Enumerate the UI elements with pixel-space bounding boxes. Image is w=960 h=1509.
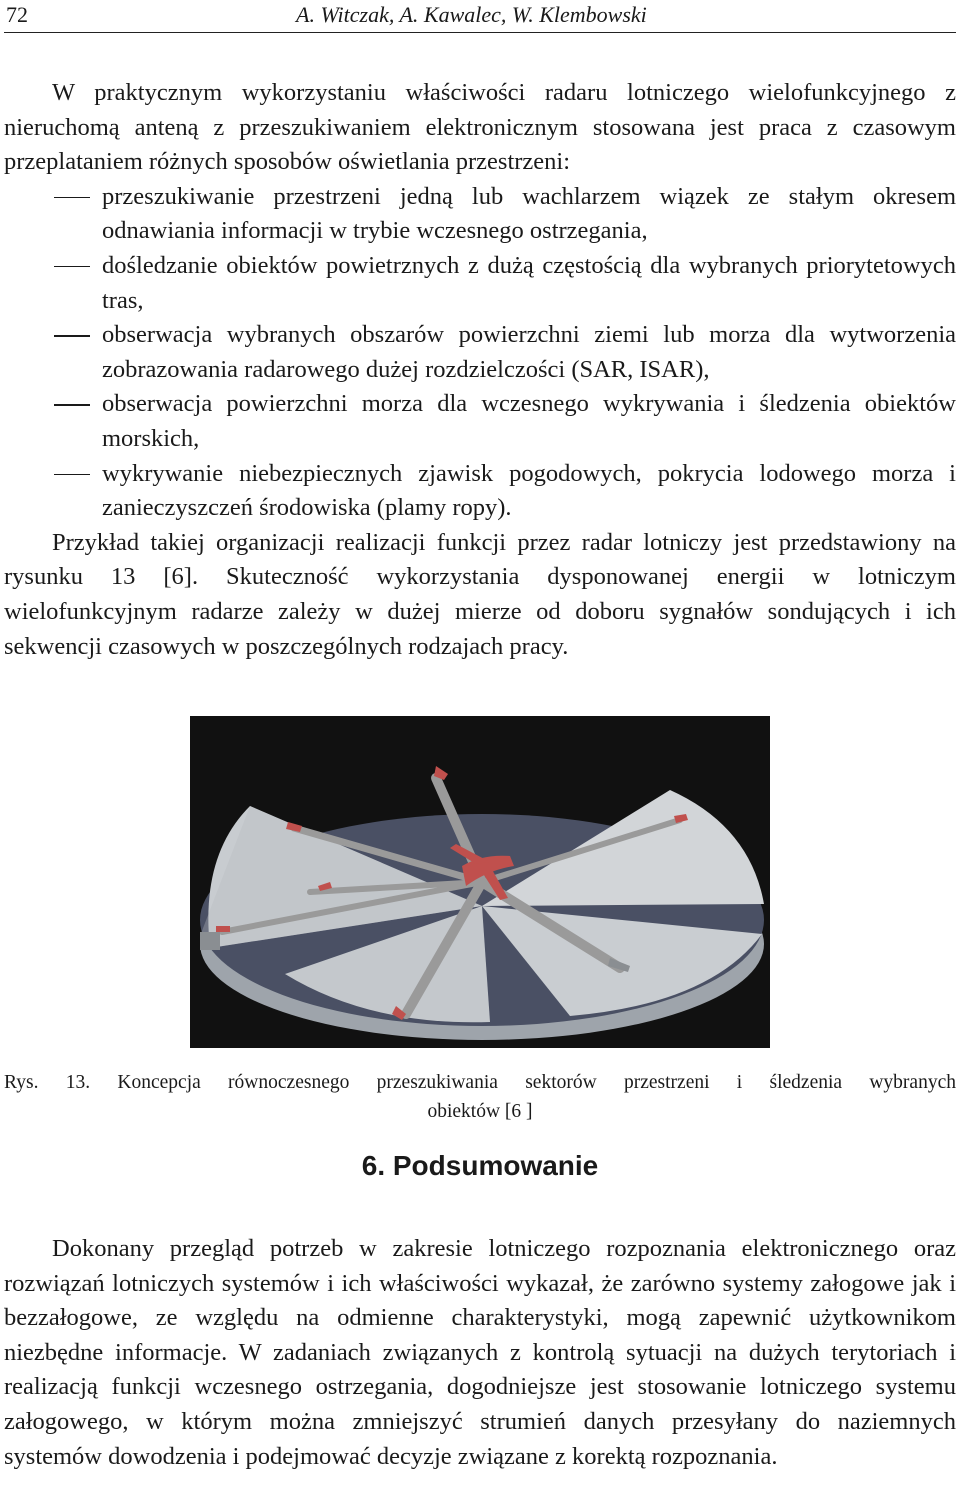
radar-sector-figure: [190, 716, 770, 1048]
page-header: [4, 0, 956, 33]
section-heading: 6. Podsumowanie: [361, 1150, 599, 1181]
list-item: obserwacja powierzchni morza dla wczesnego wykrywania i śledzenia obiektów morskich,: [102, 390, 956, 452]
running-head-authors: A. Witczak, A. Kawalec, W. Klembowski: [296, 2, 647, 27]
summary-paragraph: Dokonany przegląd potrzeb w zakresie lotniczego rozpoznania elektronicznego oraz rozwiązań lotniczych systemów i ich właściwości wykazał, że zarówno systemy załogowe jak i bezzałogowe, ze względu na odmienne charakterystyki, mogą zapewnić użytkownikom niezbędne informacje. W zadaniach związanych z kontrolą sytuacji na dużych terytoriach i realizacją funkcji wczesnego ostrzegania, dogodniejsze jest stosowanie lotniczego systemu załogowego, w którym można zmniejszyć strumień danych przesyłany do naziemnych systemów dowodzenia i podejmować decyzje związane z korektą rozpoznania.: [4, 1235, 956, 1470]
list-item: przeszukiwanie przestrzeni jedną lub wachlarzem wiązek ze stałym okresem odnawiania informacji w trybie wczesnego ostrzegania,: [102, 182, 956, 245]
caption-line-1: Rys. 13. Koncepcja równoczesnego przeszukiwania sektorów przestrzeni i śledzenia wybranych: [4, 1072, 956, 1093]
paragraph-figure-reference: Przykład takiej organizacji realizacji funkcji przez radar lotniczy jest przedstawiony na rysunku 13 [6]. Skuteczność wykorzystania dysponowanej energii w lotniczym wielofunkcyjnym radarze zależy w dużej mierze od doboru sygnałów sondujących i ich sekwencji czasowych w poszczególnych rodzajach pracy.: [4, 528, 956, 660]
body-top: [4, 76, 956, 664]
list-item: dośledzanie obiektów powietrznych z dużą częstością dla wybranych priorytetowych tras,: [102, 251, 956, 314]
figure-caption: [4, 1068, 956, 1126]
caption-line-2: obiektów [6 ]: [427, 1101, 533, 1122]
beam-end-block: [200, 932, 220, 950]
list-item: wykrywanie niebezpiecznych zjawisk pogodowych, pokrycia lodowego morza i zanieczyszczeń środowiska (plamy ropy).: [102, 459, 956, 522]
aircraft-mark: [216, 926, 230, 932]
radar-illustration: [190, 716, 770, 1048]
list-item: obserwacja wybranych obszarów powierzchni ziemi lub morza dla wytworzenia zobrazowania radarowego dużej rozdzielczości (SAR, ISAR),: [102, 321, 956, 383]
body-bottom: [4, 1232, 956, 1474]
page-number: 72: [6, 2, 28, 27]
function-list: [4, 180, 956, 526]
intro-paragraph: W praktycznym wykorzystaniu właściwości radaru lotniczego wielofunkcyjnego z nieruchomą anteną z przeszukiwaniem elektronicznym stosowana jest praca z czasowym przeplataniem różnych sposobów oświetlania przestrzeni:: [4, 79, 956, 176]
